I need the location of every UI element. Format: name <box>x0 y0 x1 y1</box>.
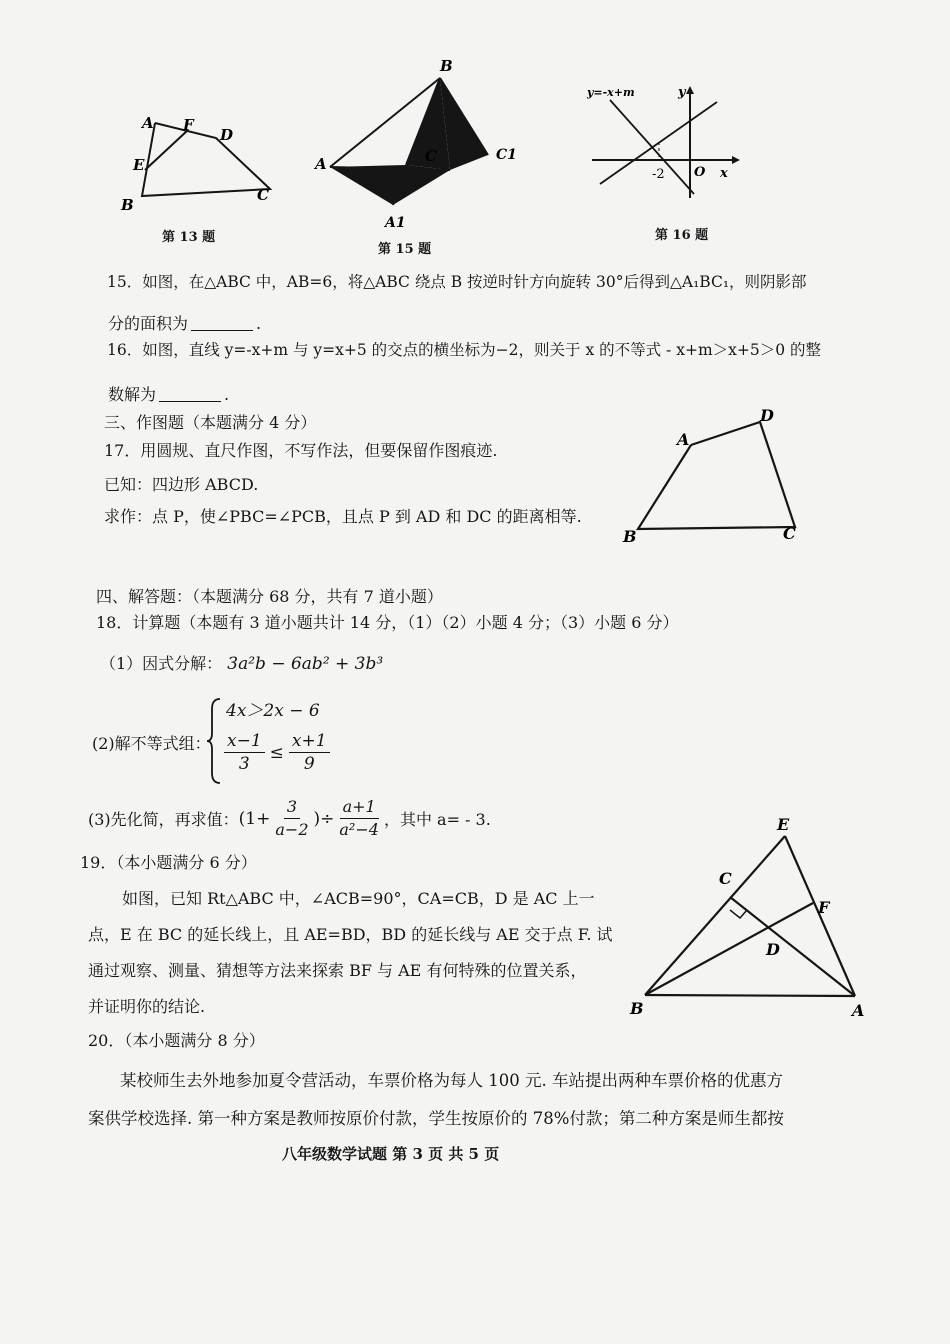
q19-line4: 并证明你的结论. <box>88 997 206 1016</box>
q20-line2: 案供学校选择. 第一种方案是教师按原价付款，学生按原价的 78%付款；第二种方案是师生都按 <box>88 1109 784 1128</box>
q18-part3-frac1-den: a−2 <box>275 820 309 839</box>
fig16-label-neg2: -2 <box>652 167 665 182</box>
q18-title: 18．计算题（本题有 3 道小题共计 14 分，（1）（2）小题 4 分；（3）小题 6 分） <box>96 613 679 632</box>
figure-19-triangle <box>620 810 875 1025</box>
fig19-label-b: B <box>630 999 644 1018</box>
fig13-label-f: F <box>183 116 194 134</box>
q18-part2-label: (2)解不等式组： <box>92 734 211 753</box>
q18-part3 <box>88 796 491 841</box>
q18-part3-frac2 <box>336 796 382 841</box>
fig17-label-c: C <box>783 524 796 543</box>
q18-part2-ineq1: 4x＞2x − 6 <box>226 701 320 721</box>
fig19-label-e: E <box>777 815 790 834</box>
q20-title: 20．（本小题满分 8 分） <box>88 1031 265 1050</box>
q18-part3-frac2-den: a²−4 <box>339 820 379 839</box>
q18-part2-frac1 <box>224 730 265 775</box>
q15-line1: 15．如图，在△ABC 中，AB=6，将△ABC 绕点 B 按逆时针方向旋转 30°后得到△A₁BC₁，则阴影部 <box>107 273 807 291</box>
fig13-label-c: C <box>257 186 269 204</box>
q18-part2-frac2-den: 9 <box>303 754 315 774</box>
figure-15-rotation <box>310 55 525 235</box>
q19-line1: 如图，已知 Rt△ABC 中，∠ACB=90°，CA=CB，D 是 AC 上一 <box>122 889 595 908</box>
section-3-heading: 三、作图题（本题满分 4 分） <box>104 413 317 432</box>
q18-part2-leq: ≤ <box>269 742 284 763</box>
fig16-label-x: x <box>720 166 728 181</box>
q18-part2-ineq2 <box>222 730 332 775</box>
q18-part2-frac1-num: x−1 <box>224 730 265 753</box>
fig15-label-b: B <box>440 57 453 75</box>
q18-part2-frac1-den: 3 <box>238 754 250 774</box>
q18-part2-brace <box>206 697 222 785</box>
q19-line3: 通过观察、测量、猜想等方法来探索 BF 与 AE 有何特殊的位置关系， <box>88 961 587 980</box>
q15-line2-text: 分的面积为 <box>108 314 189 333</box>
fig17-label-b: B <box>623 527 637 545</box>
q18-part2-frac2-num: x+1 <box>289 730 330 753</box>
fig16-label-origin: O <box>694 165 706 180</box>
fig15-label-a: A <box>315 155 327 173</box>
figure-17-quadrilateral <box>615 405 815 545</box>
page-footer: 八年级数学试题 第 3 页 共 5 页 <box>282 1145 500 1163</box>
q16-answer-blank[interactable] <box>159 401 221 402</box>
q15-line2: 分的面积为 . <box>108 314 262 333</box>
q18-part3-label: (3)先化简，再求值： <box>88 810 239 829</box>
q16-line1: 16．如图，直线 y=-x+m 与 y=x+5 的交点的横坐标为−2，则关于 x 的不等式 - x+m＞x+5＞0 的整 <box>107 341 822 359</box>
fig15-label-c1: C1 <box>496 147 517 163</box>
fig19-label-f: F <box>818 898 830 917</box>
section-4-heading: 四、解答题：（本题满分 68 分，共有 7 道小题） <box>96 587 443 606</box>
q18-part3-frac1-num: 3 <box>284 796 300 819</box>
figure-15-caption: 第 15 题 <box>378 242 432 257</box>
q19-title: 19．（本小题满分 6 分） <box>80 853 257 872</box>
q17-line3: 求作：点 P，使∠PBC=∠PCB，且点 P 到 AD 和 DC 的距离相等. <box>104 507 582 526</box>
q16-line2: 数解为 . <box>108 385 230 404</box>
q17-line1: 17．用圆规、直尺作图，不写作法，但要保留作图痕迹. <box>104 441 498 460</box>
q18-part1 <box>100 653 383 675</box>
q18-part3-frac1 <box>272 796 311 841</box>
q15-answer-blank[interactable] <box>191 330 253 331</box>
q18-part3-open: (1+ <box>238 808 271 829</box>
fig13-label-a: A <box>142 114 154 132</box>
q18-part1-expr: 3a²b − 6ab² + 3b³ <box>227 654 384 674</box>
fig15-label-a1: A1 <box>385 215 406 231</box>
figure-13-caption: 第 13 题 <box>162 230 216 245</box>
figure-13-quadrilateral <box>115 110 285 220</box>
fig17-label-a: A <box>677 430 690 449</box>
q20-line1: 某校师生去外地参加夏令营活动，车票价格为每人 100 元. 车站提出两种车票价格的优惠方 <box>120 1071 783 1090</box>
fig19-label-a: A <box>852 1001 865 1020</box>
fig16-label-line: y=-x+m <box>587 86 635 99</box>
fig17-label-d: D <box>760 406 774 425</box>
fig15-label-c: C <box>425 147 437 165</box>
q18-part2-frac2 <box>289 730 330 775</box>
q18-part1-label: （1）因式分解： <box>100 654 223 673</box>
q16-line2-text: 数解为 <box>108 385 157 404</box>
fig19-label-c: C <box>719 869 732 888</box>
fig16-label-y: y <box>678 85 686 100</box>
figure-16-lines-graph <box>582 80 752 205</box>
fig13-label-d: D <box>220 126 234 144</box>
fig13-label-b: B <box>121 196 134 214</box>
q19-line2: 点，E 在 BC 的延长线上，且 AE=BD，BD 的延长线与 AE 交于点 F. 试 <box>88 925 613 944</box>
fig13-label-e: E <box>133 156 145 174</box>
figure-16-caption: 第 16 题 <box>655 228 709 243</box>
fig19-label-d: D <box>766 940 780 959</box>
q18-part3-close-div: )÷ <box>313 808 335 829</box>
q17-line2: 已知：四边形 ABCD. <box>104 475 259 494</box>
q18-part3-frac2-num: a+1 <box>340 796 379 819</box>
q18-part3-tail: ，其中 a= - 3. <box>383 810 491 829</box>
